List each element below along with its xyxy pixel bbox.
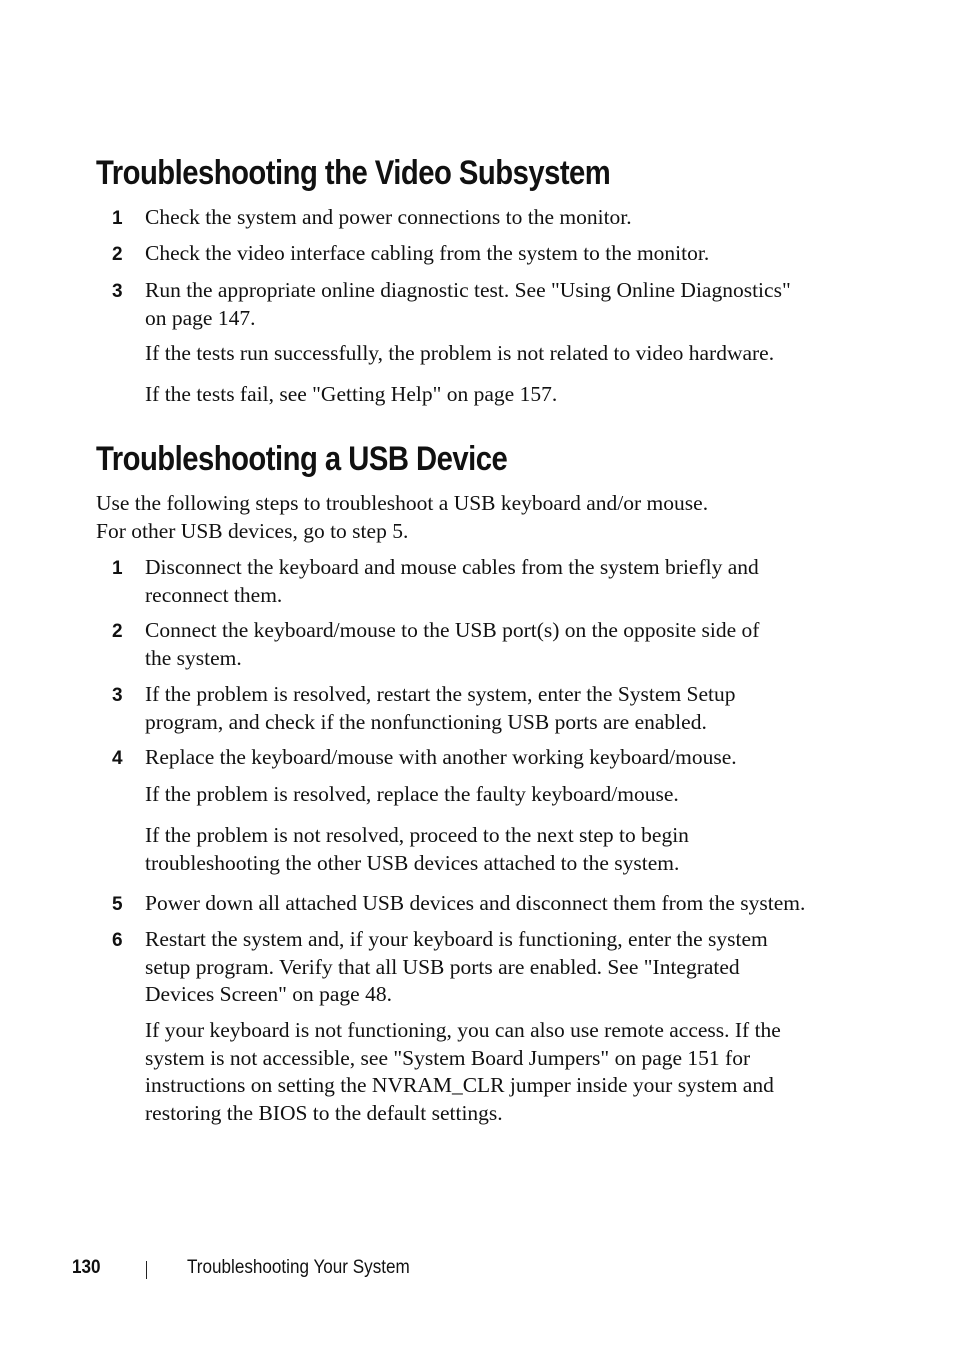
step-text: Check the video interface cabling from the system to the monitor. xyxy=(145,241,710,265)
step-note: If your keyboard is not functioning, you can also use remote access. If the system is not accessible, see "System Board Jumpers" on page 151 for instructions on setting the NVRAM_CLR jumper inside your system and restoring the BIOS to the default settings. xyxy=(145,1018,781,1125)
step-text: Connect the keyboard/mouse to the USB port(s) on the opposite side of the system. xyxy=(145,618,760,670)
section-intro: Use the following steps to troubleshoot a USB keyboard and/or mouse. For other USB devices, go to step 5. xyxy=(96,491,709,543)
step-note: If the problem is resolved, replace the faulty keyboard/mouse. xyxy=(145,782,679,806)
step-note: If the tests fail, see "Getting Help" on page 157. xyxy=(145,382,558,406)
step-text: Disconnect the keyboard and mouse cables from the system briefly and reconnect them. xyxy=(145,555,759,607)
step-number: 4 xyxy=(112,748,123,769)
page-number: 130 xyxy=(72,1257,101,1278)
section-heading-usb: Troubleshooting a USB Device xyxy=(96,440,508,478)
step-number: 1 xyxy=(112,558,123,579)
step-number: 6 xyxy=(112,930,123,951)
step-text: Replace the keyboard/mouse with another working keyboard/mouse. xyxy=(145,745,737,769)
step-number: 2 xyxy=(112,244,123,265)
footer-divider xyxy=(146,1261,147,1279)
step-note: If the tests run successfully, the problem is not related to video hardware. xyxy=(145,341,775,365)
step-number: 5 xyxy=(112,894,123,915)
step-number: 2 xyxy=(112,621,123,642)
step-text: Run the appropriate online diagnostic test. See "Using Online Diagnostics" on page 147. xyxy=(145,278,791,330)
step-text: Check the system and power connections to the monitor. xyxy=(145,205,632,229)
step-text: If the problem is resolved, restart the system, enter the System Setup program, and check if the nonfunctioning USB ports are enabled. xyxy=(145,682,736,734)
footer-chapter-title: Troubleshooting Your System xyxy=(187,1257,410,1278)
step-text: Power down all attached USB devices and disconnect them from the system. xyxy=(145,891,806,915)
step-note: If the problem is not resolved, proceed to the next step to begin troubleshooting the other USB devices attached to the system. xyxy=(145,823,689,875)
step-number: 3 xyxy=(112,281,123,302)
step-number: 3 xyxy=(112,685,123,706)
step-number: 1 xyxy=(112,208,123,229)
step-text: Restart the system and, if your keyboard is functioning, enter the system setup program. Verify that all USB ports are enabled. See "Integrated Devices Screen" on page 48. xyxy=(145,927,768,1006)
section-heading-video: Troubleshooting the Video Subsystem xyxy=(96,154,611,192)
